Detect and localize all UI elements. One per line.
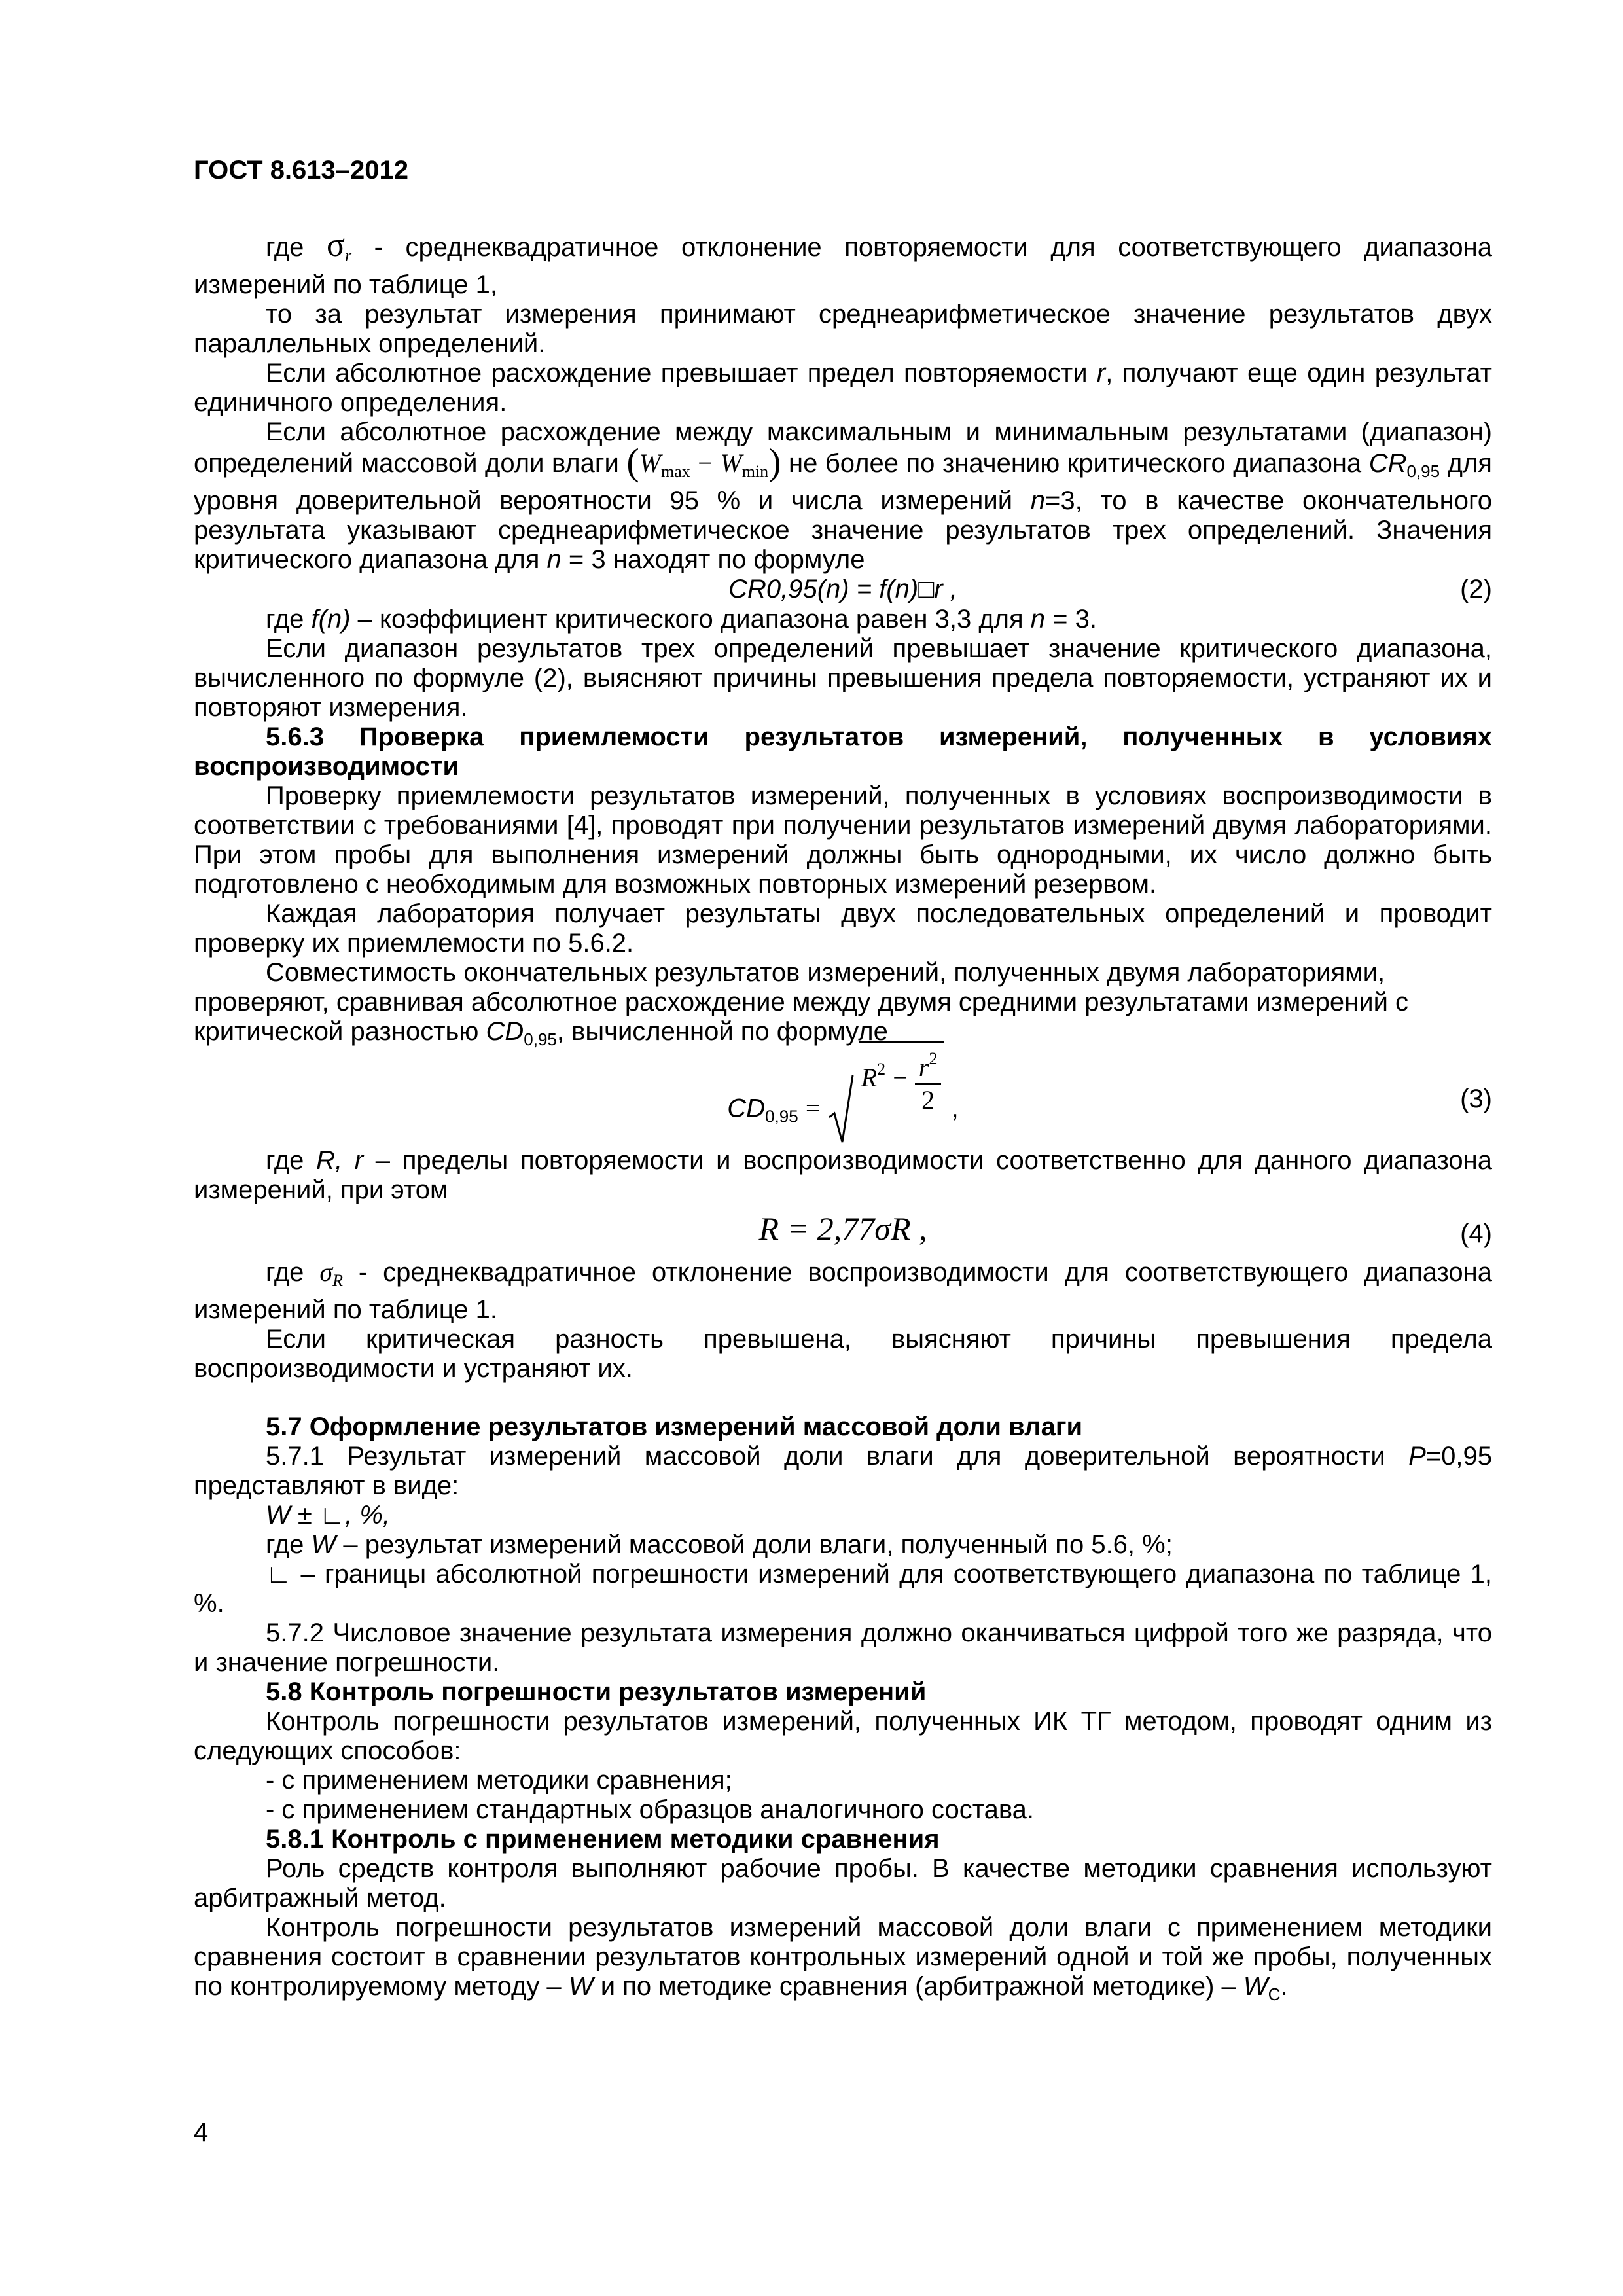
paragraph [194, 226, 1492, 300]
variable: W [311, 1530, 336, 1559]
formula-expression [194, 1049, 1492, 1146]
text: – коэффициент критического диапазона равен 3,3 для [357, 605, 1024, 634]
formula-number: (4) [1460, 1219, 1492, 1248]
text: где [266, 1530, 304, 1559]
section-heading: 5.6.3 Проверка приемлемости результатов измерений, полученных в условиях воспроизводимости [194, 723, 1492, 781]
text: – пределы повторяемости и воспроизводимости соответственно для данного диапазона измерений, при этом [194, 1146, 1492, 1204]
paragraph [194, 359, 1492, 418]
operator: − [698, 448, 713, 478]
paragraph [194, 1530, 1492, 1560]
text: , вычисленной по формуле [556, 1017, 888, 1046]
variable: W [1243, 1972, 1268, 2001]
text: = 3 находят по формуле [568, 545, 865, 574]
sigma-symbol: σ [326, 226, 345, 264]
text: где [266, 233, 304, 262]
paragraph: Если диапазон результатов трех определений превышает значение критического диапазона, вычисленного по формуле (2), выясняют причины превышения предела повторяемости, устраняют их и повторяют измерения. [194, 634, 1492, 722]
text: и по методике сравнения (арбитражной методике) – [600, 1972, 1236, 2001]
formula-expression [194, 575, 1492, 604]
formula-text: CR0,95(n) = f(n)□r , [728, 575, 957, 603]
paragraph: Каждая лаборатория получает результаты двух последовательных определений и проводит проверку их приемлемости по 5.6.2. [194, 899, 1492, 958]
superscript: 2 [877, 1060, 886, 1079]
variable: n [1030, 605, 1046, 634]
variable: W [568, 1972, 594, 2001]
paragraph: Если критическая разность превышена, выясняют причины превышения предела воспроизводимости и устраняют их. [194, 1325, 1492, 1383]
text: , получают еще один результат единичного определения. [194, 359, 1492, 417]
paragraph [194, 1146, 1492, 1205]
paren: ( [626, 440, 639, 483]
variable: W [720, 448, 742, 478]
formula-number: (2) [1460, 575, 1492, 603]
formula-number: (3) [1460, 1085, 1492, 1113]
variable: W [639, 448, 661, 478]
text: - среднеквадратичное отклонение повторяемости для соответствующего диапазона измерений по таблице 1, [194, 233, 1492, 299]
text: =3, то в качестве окончательного результата указывают среднеарифметическое значение результатов трех определений. Значения критического диапазона для [194, 486, 1492, 574]
variable: r [918, 1052, 929, 1082]
subscript: R [332, 1271, 343, 1290]
radical-sign [828, 1074, 854, 1146]
subscript: r [344, 246, 352, 265]
document-body [194, 226, 1492, 2009]
paragraph: 5.7.2 Числовое значение результата измерения должно оканчиваться цифрой того же разряда, что и значение погрешности. [194, 1619, 1492, 1677]
section-heading: 5.7 Оформление результатов измерений массовой доли влаги [266, 1412, 1083, 1441]
numerator [915, 1043, 942, 1085]
superscript: 2 [929, 1049, 938, 1068]
text: - среднеквадратичное отклонение воспроизводимости для соответствующего диапазона измерений по таблице 1. [194, 1258, 1492, 1324]
text: – результат измерений массовой доли влаги, полученный по 5.6, %; [343, 1530, 1173, 1559]
paragraph: Контроль погрешности результатов измерений, полученных ИК ТГ методом, проводят одним из следующих способов: [194, 1707, 1492, 1765]
subscript: min [741, 462, 769, 481]
paragraph: Роль средств контроля выполняют рабочие пробы. В качестве методики сравнения используют арбитражный метод. [194, 1854, 1492, 1912]
subscript: 0,95 [524, 1030, 557, 1049]
section-heading: 5.8 Контроль погрешности результатов измерений [266, 1677, 927, 1706]
operator: − [893, 1063, 908, 1093]
formula-2 [194, 575, 1492, 605]
paragraph: Проверку приемлемости результатов измерений, полученных в условиях воспроизводимости в соответствии с требованиями [4], проводят при получении результатов измерений двумя лабораториями. При этом пробы для выполнения измерений должны быть однородными, их число должно быть подготовлено с необходимым для возможных повторных измерений резервом. [194, 781, 1492, 899]
page-number: 4 [194, 2118, 209, 2147]
variable: CD [727, 1094, 766, 1123]
paragraph: то за результат измерения принимают среднеарифметическое значение результатов двух параллельных определений. [194, 300, 1492, 358]
paragraph: ∟ – границы абсолютной погрешности измерений для соответствующего диапазона по таблице 1, %. [194, 1560, 1492, 1618]
formula-text: R = 2,77σR , [758, 1210, 927, 1247]
text: = 3. [1052, 605, 1097, 634]
subscript: 0,95 [1406, 461, 1440, 481]
text: где [266, 605, 304, 634]
variable: n [546, 545, 562, 574]
sigma-symbol: σ [319, 1257, 333, 1287]
formula-3 [194, 1049, 1492, 1146]
text: где [266, 1146, 304, 1175]
denominator: 2 [921, 1085, 935, 1115]
paragraph: Контроль погрешности результатов измерений массовой доли влаги с применением методики сравнения состоит в сравнении результатов контрольных измерений одной и той же пробы, полученных по контролируемому методу – W и по методике сравнения (арбитражной методике) – $W_C$. [194, 1913, 1492, 2004]
paragraph [194, 1442, 1492, 1501]
formula-expression [194, 1210, 1492, 1247]
variable: R [861, 1063, 878, 1093]
formula-text: W ± ∟, %, [266, 1501, 390, 1530]
variable: R, r [316, 1146, 364, 1175]
text: для уровня доверительной вероятности 95 % и числа измерений [194, 449, 1492, 515]
paragraph [194, 605, 1492, 634]
fraction [915, 1043, 942, 1116]
text: 5.7.1 Результат измерений массовой доли влаги для доверительной вероятности [266, 1442, 1385, 1471]
variable: n [1030, 486, 1045, 515]
variable: P [1408, 1442, 1426, 1471]
variable: r [1096, 359, 1106, 387]
radicand [859, 1041, 944, 1116]
paragraph [194, 1257, 1492, 1325]
variable: CD [486, 1017, 524, 1046]
punctuation: , [951, 1094, 959, 1123]
paragraph [194, 418, 1492, 575]
spacer [194, 1384, 1492, 1412]
operator: = [805, 1093, 821, 1123]
variable: f(n) [311, 605, 351, 634]
formula-4 [194, 1205, 1492, 1257]
document-header: ГОСТ 8.613–2012 [194, 156, 409, 185]
text: не более по значению критического диапазона [789, 449, 1362, 478]
text: Контроль погрешности результатов измерений массовой доли влаги с применением методики сравнения состоит в сравнении результатов контрольных измерений одной и той же пробы, полученных по контролируемому методу – [194, 1913, 1492, 2001]
text: Если абсолютное расхождение превышает предел повторяемости [266, 359, 1088, 387]
paragraph [194, 958, 1492, 1054]
list-item: - с применением стандартных образцов аналогичного состава. [266, 1795, 1034, 1824]
section-heading: 5.8.1 Контроль с применением методики сравнения [266, 1825, 940, 1854]
text: Если абсолютное расхождение между максимальным и минимальным результатами (диапазон) определений массовой доли влаги [194, 418, 1492, 478]
subscript: max [660, 462, 690, 481]
text: Совместимость окончательных результатов измерений, полученных двумя лабораториями, проверяют, сравнивая абсолютное расхождение между двумя средними результатами измерений с критической разностью [194, 958, 1409, 1046]
text: где [266, 1258, 304, 1287]
variable: CR [1368, 449, 1407, 478]
subscript: C [1268, 1984, 1281, 2004]
paren: ) [768, 440, 781, 483]
subscript: 0,95 [765, 1106, 798, 1126]
square-root [828, 1049, 944, 1146]
paragraph [194, 1501, 1492, 1530]
text: =0,95 представляют в виде: [194, 1442, 1492, 1500]
list-item: - с применением методики сравнения; [266, 1766, 732, 1795]
